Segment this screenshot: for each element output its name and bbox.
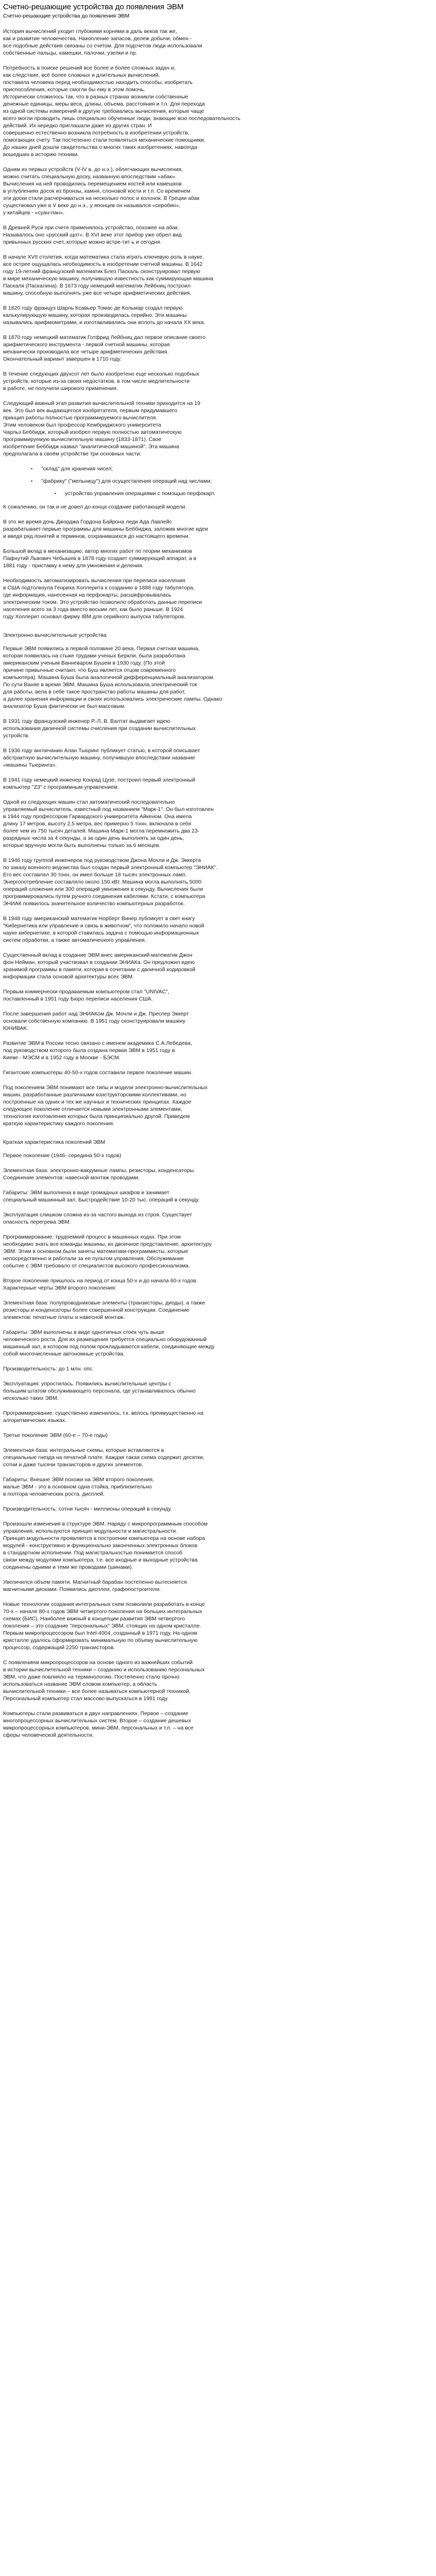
paragraph: Элементная база: интегральные схемы, которые вставляются в специальные гнезда на печатной плате. Каждая такая схема содержит десятки, сотни и даже тысячи транзисторов и других элементов. bbox=[3, 1447, 204, 1468]
generations-section bbox=[3, 1152, 424, 1739]
list-item-text: устройство управления операциями с помощью перфокарт. bbox=[65, 490, 216, 497]
paragraph: Элементная база: электронно-вакуумные лампы, резисторы, конденсаторы. Соединение элементов: навесной монтаж проводами. bbox=[3, 1167, 196, 1181]
list-item-text: "фабрику" ("мельницу") для осуществления операций над числами; bbox=[41, 478, 212, 484]
paragraph: Под поколением ЭВМ понимают все типы и модели электронно-вычислительных машин, разработанные различными конструкторскими коллективами, но построенные на одних и тех же научных и технических принципах. Каждое следующее поколение отличается новыми электронными элементами, технология изготовления которых была принципиально другой. Приведем краткую характеристику каждого поколения. bbox=[3, 1084, 208, 1127]
paragraph: Программирование: трудоемкий процесс в машинных кодах. При этом необходимо знать все команды машины, их двоичное представление, архитектуру ЭВМ. Этим в основном были заняты математики-программисты, которые непосредственно и работали за ее пультом управления. Обслуживание событие с ЭВМ требовало от специалистов высокого профессионализма. bbox=[3, 1234, 212, 1269]
paragraph: В 1936 году англичанин Алан Тьюринг публикует статью, в которой описывает абстрактную вычислительную машину, получившую впоследствии название «машины Тьюринга». bbox=[3, 748, 200, 768]
paragraph: Гигантские компьютеры 40-50-х годов составили первое поколение машин. bbox=[3, 1070, 193, 1076]
paragraph: В 1946 году группой инженеров под руководством Джона Мочли и Дж. Эккерта по заказу военного ведомства был создан первый электронный компьютер "ЭНИАК". Его вес составлял 30 тонн, он имел больше 18 тысяч электронных ламп. Энергопотребление составляло около 150 кВт. Машина могла выполнять 5000 операций сложения или 300 операций умножения в секунду. Вычисления были программировались путем ручного соединения кабелями. Кстати, с компьютера ЭНИАК появилось значительное количество компьютерных разработок. bbox=[3, 857, 218, 907]
paragraph: Программирование: существенно изменилось, т.к. велось преимущественно на алгоритмических языках. bbox=[3, 1410, 204, 1423]
bullet-icon: • bbox=[31, 466, 33, 471]
paragraph: История вычислений уходит глубокими корнями в даль веков так же, как и развитие человечества. Накопление запасов, дележ добычи, обмен - все подобные действия связаны со счетом. Для подсчетов люди использовали собственные пальцы, камешки, палочки, узелки и пр. bbox=[3, 28, 202, 56]
paragraph: Одним из первых устройств (V-IV в. до н.э.), облегчающих вычисления, можно считать специальную доску, названную впоследствии «абак». Вычисления на ней проводились перемещением костей или камешков в углублениях досок из бронзы, камня, слоновой кости и т.п. Со временем эти доски стали расчерчиваться на несколько полос и колонок. В Греции абак существовал уже в V веке до н.э., у японцев он назывался «серобян», у китайцев - «суан-пан». bbox=[3, 166, 200, 216]
paragraph: В Древней Руси при счете применялось устройство, похожее на абак. Называлось оно «русский щот». В XVI веке этот прибор уже обрел вид привычных русских счет, которые можно встре-тит ь и сегодня. bbox=[3, 225, 182, 245]
paragraph: В течение следующих двухсот лет было изобретено еще несколько подобных устройств, которые из-за своих недостатков, в том числе медлительности в работе, не получили широкого применения. bbox=[3, 371, 200, 392]
paragraph: Производительность: до 1 млн. опс. bbox=[3, 1366, 94, 1372]
paragraph: В 1820 году француз Шарль Ксавьер Томас де Кольмар создал первую калькулирующую машину, которая производилась серийно. Эти машины назывались арифмометрами, и изготавливались они вплоть до начала XX века. bbox=[3, 305, 205, 326]
paragraph: К сожалению, он так и не довел до конца создание работающей модели. bbox=[3, 504, 187, 510]
paragraph: В 1931 году французский инженер Р.-Л. В. Валтат выдвигает идею использования двоичной системы счисления при создании вычислительных устройств. bbox=[3, 718, 196, 739]
intro-section bbox=[3, 28, 424, 457]
babbage-parts-list bbox=[3, 465, 424, 497]
paragraph: Существенный вклад в создание ЭВМ внес американский математик Джон фон Нейман, который участвовал в создании ЭНИАКа. Он предложил идею хранимой программы в памяти, которая в сочетании с двоичной кодировкой информации стала основой архитектуры всех ЭВМ. bbox=[3, 952, 196, 980]
paragraph: Потребность в поиске решений все более и более сложных задач и, как следствие, всё более сложных и длительных вычислений, поставила человека перед необходимостью находить способы, изобретать приспособления, которые смогли бы ему в этом помочь. Исторически сложилось так, что в разных странах возникли собственные денежные единицы, меры веса, длины, объема, расстояния и т.п. Для перехода из одной системы измерений в другую требовались вычисления, которые чаще всего могли проводить лишь специально обученные люди, знающие всю последовательность действий. Их нередко приглашали даже из других стран. И совершенно естественно возникла потребность в изобретении устройств, помогающих счету. Так постепенно стали появляться механические помощники. До наших дней дошли свидетельства о многих таких изобретениях, навсегда вошедших в историю техники. bbox=[3, 65, 240, 158]
bullet-icon: • bbox=[55, 491, 57, 496]
paragraph: Эксплуатация: упростилась. Появились вычислительные центры с большим штатом обслуживающего персонала, где устанавливалось обычно несколько таких ЭВМ. bbox=[3, 1381, 196, 1401]
paragraph: Новые технологии создания интегральных схем позволили разработать в конце 70-х – начале 80-х годов ЭВМ четвертого поколения на больших интегральных схемах (БИС). Наиболее важный в концепции развития ЭВМ четвертого поколения – это создание "персональных" ЭВМ, стоящих на одном кристалле. Первым микропроцессором был Intel-4004, созданный в 1971 году. На одном кристалле удалось сформировать минимальную по объему вычислительную процессор, содержащий 2250 транзисторов. bbox=[3, 1601, 205, 1651]
paragraph: В 1941 году немецкий инженер Конрад Цузе, построил первый электронный компьютер "Z3" с программным управлением. bbox=[3, 777, 196, 790]
generations-heading: Краткая характеристика поколений ЭВМ bbox=[3, 1139, 106, 1145]
paragraph: С появлением микропроцессоров на основе одного из важнейших событий в истории вычислительной техники – созданию и использованию персональных ЭВМ, что даже повлияло на терминологию. Постепенно стало прочно использоваться название ЭВМ словом компьютер, а область вычислительной техники – все более называться компьютерной техникой. Персональный компьютер стал массово выпускаться в 1981 году. bbox=[3, 1659, 205, 1702]
section-heading: Электронно-вычислительные устройства bbox=[3, 632, 107, 638]
list-item bbox=[3, 478, 424, 485]
paragraph: В 1870 году немецкий математик Готфрид Лейбниц дал первое описание своего арифметического инструмента - первой счетной машины, которая механически производила все четыре арифметических действия. Окончательный вариант завершен в 1710 году. bbox=[3, 334, 206, 362]
paragraph: Увеличился объем памяти. Магнитный барабан постепенно вытесняется магнитными дисками. Появились дисплеи, графопостроители. bbox=[3, 1579, 187, 1592]
paragraph: Большой вклад в механизацию, автор многих работ по теории механизмов Пафнутий Львович Чебышев в 1878 году создает суммирующий аппарат, а в 1881 году - приставку к нему для умножения и деления. bbox=[3, 548, 197, 569]
paragraph: Третье поколение ЭВМ (60-е – 70-е годы) bbox=[3, 1432, 108, 1438]
middle-section bbox=[3, 518, 424, 620]
paragraph: Габариты: ЭВМ выполнены в виде однотипных стоек чуть выше человеческого роста. Для их размещения требуется специально оборудованный машинный зал, в котором под полом прокладываются кабели, соединяющие между собой многочисленные автономные устройства. bbox=[3, 1329, 215, 1357]
page-subtitle: Счетно-решающие устройства до появления ЭВМ bbox=[3, 13, 130, 19]
paragraph: В 1948 году американский математик Норберт Винер публикует в свет книгу "Кибернетика или управление и связь в животном", что положило начало новой науке кибернетике, в которой ставилась задача с помощью информационных систем обработки, а также автоматического управления. bbox=[3, 916, 204, 943]
bullet-icon: • bbox=[31, 479, 33, 484]
paragraph: Первые ЭВМ появились в первой половине 20 века. Первая счетная машина, которая появилась на стыке трудами ученых Беркли, была разработана американским ученым Ванневаром Бушем в 1930 году. (По этой причине привычные считают, что Буш является отцом современного компьютера). Машина Буша была аналогичной дифференциальный анализатором. По сути Ваняе в время ЭВМ. Машина Буша использовала электрический ток для работы, вела в себе такое пространство работы машины для работ, а далее хранения информации и своих использовались электрические лампы. Однако анализатор Буша фактически не был массовым. bbox=[3, 646, 222, 709]
paragraph: Первое поколение (1946- середина 50-х годов) bbox=[3, 1153, 121, 1159]
paragraph: После завершения работ над ЭНИАКом Дж. Мочли и Дж. Преспер Эккерт основали собственную компанию. В 1951 году сконструировали машину ЮНИВАК. bbox=[3, 1011, 189, 1031]
paragraph: Первым коммерчески продаваемым компьютером стал "UNIVAC", поставленный в 1951 году Бюро переписи населения США. bbox=[3, 989, 170, 1002]
paragraph: Габариты: Внешне ЭВМ похожи на ЭВМ второго поколения, малые ЭВМ - это в основном одна стойка, приблизительно в полтора человеческих роста, дисплей. bbox=[3, 1477, 154, 1497]
paragraph: Компьютеры стали развиваться в двух направлениях. Первое – создание многопроцессорных вычислительных систем. Второе – создание дешевых микропроцессорных компьютеров, мини-ЭВМ, персональных и т.п. – на все сферы человеческой деятельности. bbox=[3, 1710, 194, 1738]
paragraph: Необходимость автоматизировать вычисления при переписи населения в США подтолкнула Генриха Холлерита к созданию в 1888 году табулятора, где информация, нанесенная на перфокарты, расшифровывалась электрическим током. Это устройство позволило обработать данные переписи населения всего за 3 года вместо восьми лет, как было раньше. В 1924 году Холлерит основал фирму IBM для серийного выпуска табуляторов. bbox=[3, 578, 202, 620]
paragraph: Развитие ЭВМ в России тесно связано с именем академика С.А.Лебедева, под руководством которого была создана первая ЭВМ в 1951 году в Киеве - МЭСМ и в 1952 году в Москве - БЭСМ. bbox=[3, 1040, 192, 1061]
paragraph: В начале XVII столетия, когда математика стала играть ключевую роль в науке, все острее ощущалась необходимость в изобретении счетной машины. В 1642 году 19-летний французский математик Блез Паскаль сконструировал первую в мире механическую машину, получившую известность как суммирующая машина Паскаля (Паскалина). В 1673 году немецкий математик Лейбниц построил машину, способную выполнять уже все четыре арифметических действия. bbox=[3, 254, 214, 296]
paragraph: Следующий важный этап развития вычислительной техники приходится на 19 век. Это был век выдающегося изобретателя, первым придумавшего принцип работы полностью программируемого вычислителя. Этим человеком был профессор Кембриджского университета Чарльз Беббидж, который изобрел первую полностью автоматическую программируемую вычислительную машину (1833-1871). Свое изобретение Беббидж назвал "аналитической машиной". Эта машина предполагала в своём устройстве три основных части: bbox=[3, 400, 201, 457]
paragraph: Второе поколение пришлось на период от конца 50-х и до начала 60-х годов. Характерные черты ЭВМ второго поколения: bbox=[3, 1278, 198, 1291]
paragraph: Произошли изменения в структуре ЭВМ. Наряду с микропрограммным способом управления, используются принцип модульности и магистральности. Принцип модульности проявляется в построении компьютера на основе набора модулей - конструктивно и функционально законченных электронных блоков в стандартном исполнении. Под магистральностью понимается способ связи между модулями компьютера, т.е. все входные и выходные устройства соединены одними и теми же проводами (шинами). bbox=[3, 1521, 208, 1570]
paragraph: Габариты: ЭВМ выполнена в виде громадных шкафов и занимает специальный машинный зал. Быстродействие 10-20 тыс. операций в секунду. bbox=[3, 1190, 200, 1203]
page-title: Счетно-решающие устройства до появления ЭВМ bbox=[3, 3, 184, 11]
paragraph: Производительность: сотни тысяч - миллионы операций в секунду. bbox=[3, 1506, 172, 1512]
list-item-text: "склад" для хранения чисел; bbox=[41, 466, 113, 472]
list-item bbox=[3, 490, 424, 497]
paragraph: Элементная база: полупроводниковые элементы (транзисторы, диоды), а также резисторы и конденсаторы более совершенной конструкции. Соединение элементов: печатные платы и навесной монтаж. bbox=[3, 1300, 205, 1320]
electronic-section bbox=[3, 645, 424, 1061]
paragraph: В это же время дочь Джорджа Гордона Байрона леди Ада Лавлейс разрабатывает первые программы для машины Беббиджа, заложив многие идеи и введя ряд понятий и терминов, сохранившихся до настоящего времени. bbox=[3, 519, 208, 539]
paragraph: Эксплуатация слишком сложна из-за частого выхода из строя. Существует опасность перегрева ЭВМ. bbox=[3, 1212, 193, 1225]
list-item bbox=[3, 465, 424, 472]
paragraph: Одной из следующих машин стал автоматический последовательно управляемый вычислитель, известный под названием "Марк-1". Он был изготовлен в 1944 году профессором Гарвардского университета Айкеном. Она имела длину 17 метров, высоту 2,5 метра, вес примерно 5 тонн, включала в себя более чем из 750 тысяч деталей. Машина Марк-1 могла перемножить два 23- разрядных числа за 4 секунды, а за один день выполнять за один день, которые вручную могли быть выполнены только за 6 месяцев. bbox=[3, 799, 214, 849]
